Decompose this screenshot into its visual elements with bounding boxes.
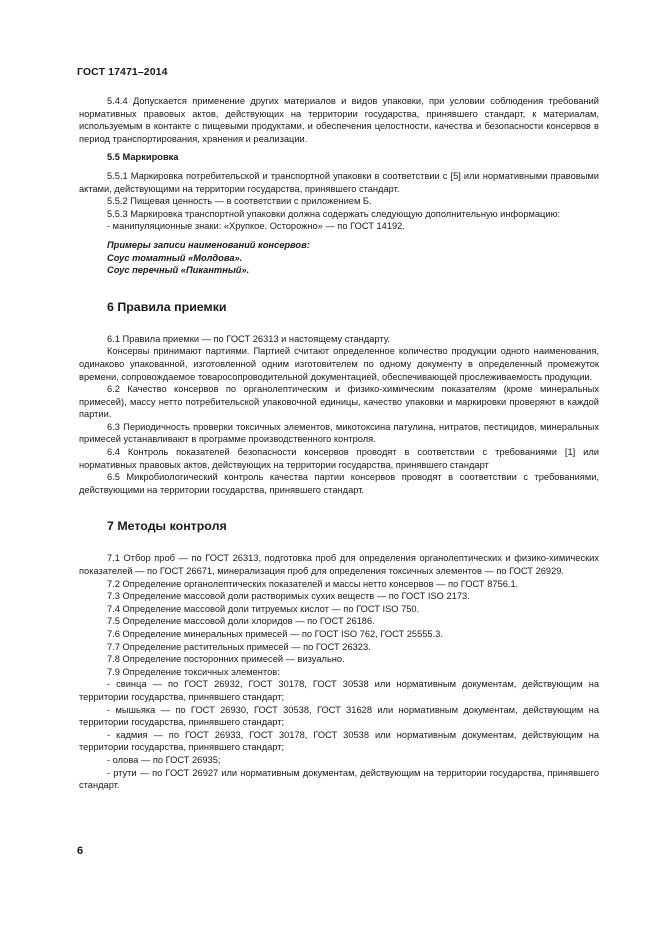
example-item: Соус перечный «Пикантный». (107, 265, 250, 276)
subheading-5-5: 5.5 Маркировка (107, 152, 179, 163)
paragraph-5-5-2: 5.5.2 Пищевая ценность — в соответствии с приложением Б. (107, 196, 372, 207)
section-6-heading: 6 Правила приемки (107, 299, 227, 314)
section-7-body (79, 552, 599, 791)
paragraph-5-5-3: 5.5.3 Маркировка транспортной упаковки должна содержать следующую дополнительную информацию: (107, 208, 561, 219)
paragraph-7-7: 7.7 Определение растительных примесей — по ГОСТ 26323. (107, 641, 371, 652)
examples-title: Примеры записи наименований консервов: (107, 239, 310, 250)
paragraph-6-5: 6.5 Микробиологический контроль качества партии консервов проводят в соответствии с требованиями, действующими на территории государства, принявшего стандарт. (79, 472, 599, 495)
paragraph-handling-signs: - манипуляционные знаки: «Хрупкое. Осторожно» — по ГОСТ 14192. (107, 221, 405, 232)
list-item-tin: - олова — по ГОСТ 26935; (107, 754, 221, 765)
example-item: Соус томатный «Молдова». (107, 252, 243, 263)
page-body (79, 95, 599, 792)
paragraph-5-5-1: 5.5.1 Маркировка потребительской и транспортной упаковки в соответствии с [5] или нормативными правовыми актами, действующими на территории государства, принявшего стандарт. (79, 170, 599, 194)
list-item-lead: - свинца — по ГОСТ 26932, ГОСТ 30178, ГОСТ 30538 или нормативным документам, действующим на территории государства, принявшего стандарт; (79, 679, 599, 702)
paragraph-7-4: 7.4 Определение массовой доли титруемых кислот — по ГОСТ ISO 750. (107, 603, 420, 614)
section-6-body (79, 333, 599, 497)
page-number: 6 (77, 845, 84, 857)
paragraph-6-1-batch: Консервы принимают партиями. Партией считают определенное количество продукции одного наименования, одинаково упакованной, изготовленной одним изготовителем по одному документу в определенный промежуток времени, сопровождаемое товаросопроводительной документацией, обеспечивающей прослеживаемость продукции. (79, 346, 599, 382)
list-item-cadmium: - кадмия — по ГОСТ 26933, ГОСТ 30178, ГОСТ 30538 или нормативным документам, действующим на территории государства, принявшего стандарт; (79, 729, 599, 753)
paragraph-7-2: 7.2 Определение органолептических показателей и массы нетто консервов — по ГОСТ 8756.1. (107, 578, 519, 589)
paragraph-7-5: 7.5 Определение массовой доли хлоридов — по ГОСТ 26186. (107, 616, 375, 627)
paragraph-5-4-4: 5.4.4 Допускается применение других материалов и видов упаковки, при условии соблюдения требований нормативных правовых актов, действующих на территории государства, принявшего стандарт, к материалам, используемым в контакте с пищевыми продуктами, и обеспечения целостности, качества и безопасности консервов в период транспортирования, хранения и реализации. (79, 96, 599, 144)
list-item-mercury: - ртути — по ГОСТ 26927 или нормативным документам, действующим на территории государства, принявшего стандарт. (79, 767, 599, 791)
paragraph-6-3: 6.3 Периодичность проверки токсичных элементов, микотоксина патулина, нитратов, пестицидов, минеральных примесей устанавливают в программе производственного контроля. (79, 421, 599, 445)
paragraph-7-3: 7.3 Определение массовой доли растворимых сухих веществ — по ГОСТ ISO 2173. (107, 591, 470, 602)
paragraph-7-6: 7.6 Определение минеральных примесей — по ГОСТ ISO 762, ГОСТ 25555.3. (107, 629, 443, 639)
list-item-arsenic: - мышьяка — по ГОСТ 26930, ГОСТ 30538, ГОСТ 31628 или нормативным документам, действующим на территории государства, принявшего стандарт; (79, 704, 599, 728)
paragraph-6-4: 6.4 Контроль показателей безопасности консервов проводят в соответствии с требованиями [1] или нормативных правовых актов, действующих на территории государства, принявшего стандарт (79, 447, 599, 470)
paragraph-6-2: 6.2 Качество консервов по органолептическим и физико-химическим показателям (кроме минеральных примесей), массу нетто потребительской упаковочной единицы, качество упаковки и маркировки проверяют в каждой партии. (79, 384, 599, 420)
paragraph-7-1: 7.1 Отбор проб — по ГОСТ 26313, подготовка проб для определения органолептических и физико-химических показателей — по ГОСТ 26671, минерализация проб для определения токсичных элементов — по ГОСТ 26929. (79, 553, 599, 577)
section-7-heading: 7 Методы контроля (107, 519, 227, 534)
standard-code: ГОСТ 17471–2014 (77, 66, 168, 78)
paragraph-6-1: 6.1 Правила приемки — по ГОСТ 26313 и настоящему стандарту. (107, 333, 391, 344)
paragraph-7-9: 7.9 Определение токсичных элементов: (107, 666, 280, 677)
paragraph-7-8: 7.8 Определение посторонних примесей — визуально. (107, 654, 345, 665)
